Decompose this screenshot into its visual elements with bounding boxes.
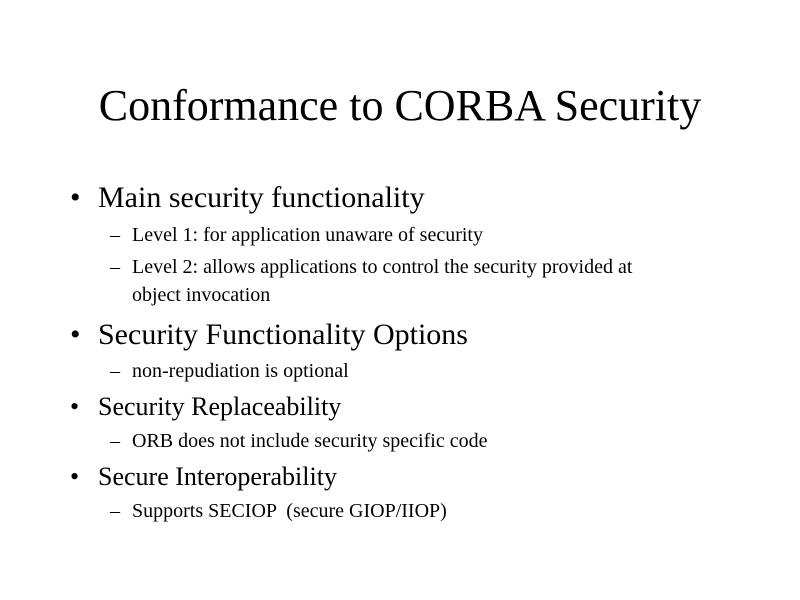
slide-title: Conformance to CORBA Security: [98, 81, 702, 130]
subitem-text: Level 1: for application unaware of security: [132, 224, 483, 246]
bullet-icon: •: [70, 181, 81, 214]
bullet-text: Secure Interoperability: [98, 462, 337, 491]
bullet-icon: •: [70, 318, 81, 351]
dash-icon: –: [110, 500, 120, 522]
bullet-text: Security Functionality Options: [98, 318, 468, 351]
subitem-continuation: object invocation: [132, 284, 271, 306]
subitem-text: non-repudiation is optional: [132, 360, 349, 382]
dash-icon: –: [110, 256, 120, 278]
bullet-icon: •: [70, 462, 80, 491]
bullet-text: Security Replaceability: [98, 392, 342, 421]
subitem-text: Level 2: allows applications to control the security provided at: [132, 256, 633, 278]
bullet-icon: •: [70, 392, 80, 421]
bullet-text: Main security functionality: [98, 181, 425, 214]
dash-icon: –: [110, 360, 120, 382]
subitem-text: ORB does not include security specific code: [132, 430, 488, 452]
dash-icon: –: [110, 430, 120, 452]
subitem-text: Supports SECIOP (secure GIOP/IIOP): [132, 500, 447, 522]
dash-icon: –: [110, 224, 120, 246]
